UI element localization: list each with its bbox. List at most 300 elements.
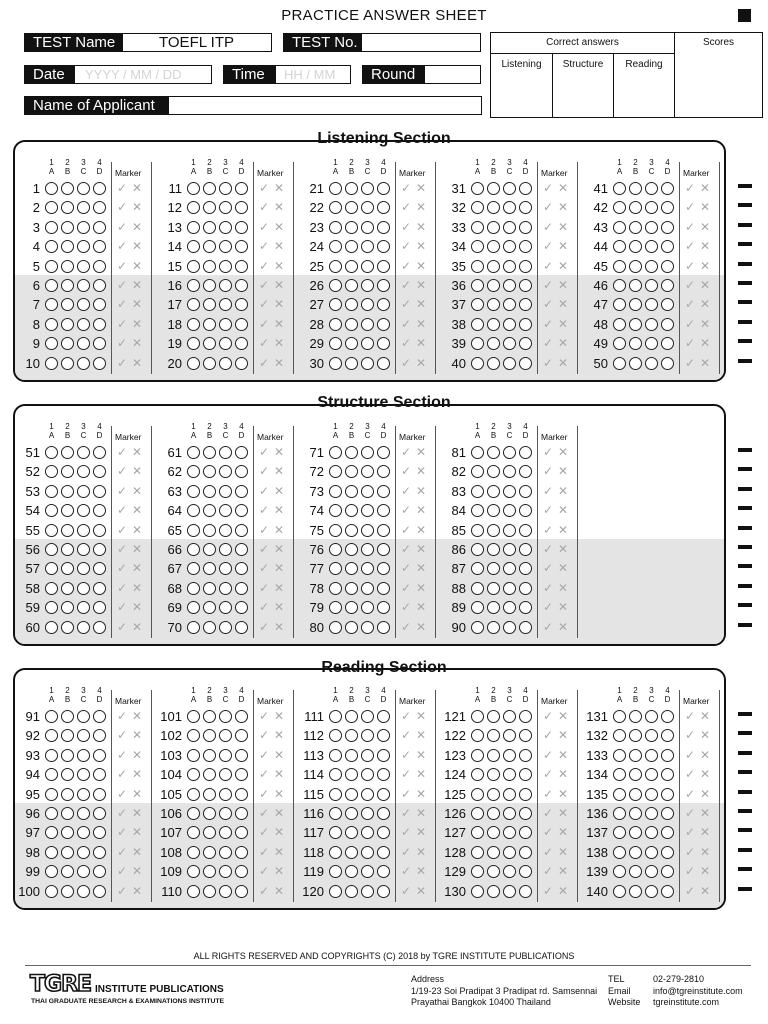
answer-bubble-b[interactable]: [487, 562, 500, 575]
answer-bubble-b[interactable]: [203, 621, 216, 634]
answer-bubble-b[interactable]: [345, 710, 358, 723]
answer-bubble-a[interactable]: [329, 298, 342, 311]
answer-bubble-b[interactable]: [345, 485, 358, 498]
marker-check-icon[interactable]: ✓: [685, 864, 696, 879]
answer-bubble-a[interactable]: [471, 885, 484, 898]
answer-bubble-c[interactable]: [77, 240, 90, 253]
answer-bubble-d[interactable]: [235, 768, 248, 781]
marker-check-icon[interactable]: ✓: [685, 844, 696, 859]
answer-bubble-b[interactable]: [203, 240, 216, 253]
answer-bubble-b[interactable]: [487, 201, 500, 214]
answer-bubble-a[interactable]: [187, 788, 200, 801]
answer-bubble-a[interactable]: [329, 221, 342, 234]
marker-check-icon[interactable]: ✓: [543, 786, 554, 801]
answer-bubble-c[interactable]: [77, 279, 90, 292]
answer-bubble-a[interactable]: [471, 807, 484, 820]
answer-bubble-a[interactable]: [187, 485, 200, 498]
answer-bubble-d[interactable]: [519, 601, 532, 614]
marker-cross-icon[interactable]: ✕: [132, 336, 143, 351]
answer-bubble-b[interactable]: [61, 807, 74, 820]
marker-cross-icon[interactable]: ✕: [132, 200, 143, 215]
answer-bubble-c[interactable]: [503, 465, 516, 478]
marker-check-icon[interactable]: ✓: [401, 561, 412, 576]
marker-check-icon[interactable]: ✓: [117, 181, 128, 195]
answer-bubble-b[interactable]: [61, 601, 74, 614]
answer-bubble-a[interactable]: [471, 240, 484, 253]
marker-cross-icon[interactable]: ✕: [132, 464, 143, 479]
marker-cross-icon[interactable]: ✕: [700, 709, 711, 723]
marker-check-icon[interactable]: ✓: [543, 825, 554, 840]
answer-bubble-b[interactable]: [61, 221, 74, 234]
marker-check-icon[interactable]: ✓: [401, 239, 412, 254]
answer-bubble-b[interactable]: [487, 826, 500, 839]
answer-bubble-d[interactable]: [661, 298, 674, 311]
answer-bubble-a[interactable]: [329, 182, 342, 195]
marker-cross-icon[interactable]: ✕: [274, 728, 285, 743]
marker-cross-icon[interactable]: ✕: [416, 767, 427, 782]
marker-check-icon[interactable]: ✓: [401, 503, 412, 518]
marker-cross-icon[interactable]: ✕: [700, 767, 711, 782]
answer-bubble-c[interactable]: [361, 729, 374, 742]
answer-bubble-c[interactable]: [361, 826, 374, 839]
answer-bubble-c[interactable]: [645, 260, 658, 273]
marker-check-icon[interactable]: ✓: [259, 200, 270, 215]
marker-check-icon[interactable]: ✓: [117, 200, 128, 215]
marker-cross-icon[interactable]: ✕: [132, 786, 143, 801]
answer-bubble-d[interactable]: [235, 318, 248, 331]
answer-bubble-a[interactable]: [45, 582, 58, 595]
answer-bubble-c[interactable]: [645, 807, 658, 820]
marker-check-icon[interactable]: ✓: [259, 336, 270, 351]
answer-bubble-a[interactable]: [187, 465, 200, 478]
marker-cross-icon[interactable]: ✕: [274, 503, 285, 518]
answer-bubble-a[interactable]: [471, 221, 484, 234]
marker-check-icon[interactable]: ✓: [685, 297, 696, 312]
marker-cross-icon[interactable]: ✕: [558, 619, 569, 634]
answer-bubble-d[interactable]: [519, 768, 532, 781]
answer-bubble-a[interactable]: [471, 182, 484, 195]
marker-cross-icon[interactable]: ✕: [558, 600, 569, 615]
marker-check-icon[interactable]: ✓: [117, 864, 128, 879]
answer-bubble-d[interactable]: [377, 621, 390, 634]
answer-bubble-c[interactable]: [219, 524, 232, 537]
answer-bubble-c[interactable]: [361, 543, 374, 556]
marker-check-icon[interactable]: ✓: [685, 239, 696, 254]
marker-cross-icon[interactable]: ✕: [132, 316, 143, 331]
answer-bubble-b[interactable]: [345, 318, 358, 331]
answer-bubble-c[interactable]: [77, 885, 90, 898]
answer-bubble-b[interactable]: [61, 357, 74, 370]
marker-cross-icon[interactable]: ✕: [700, 181, 711, 195]
marker-check-icon[interactable]: ✓: [543, 864, 554, 879]
answer-bubble-c[interactable]: [503, 318, 516, 331]
marker-cross-icon[interactable]: ✕: [416, 806, 427, 820]
answer-bubble-d[interactable]: [93, 846, 106, 859]
answer-bubble-a[interactable]: [613, 279, 626, 292]
answer-bubble-a[interactable]: [187, 729, 200, 742]
answer-bubble-b[interactable]: [487, 788, 500, 801]
answer-bubble-d[interactable]: [661, 221, 674, 234]
answer-bubble-b[interactable]: [61, 768, 74, 781]
marker-cross-icon[interactable]: ✕: [132, 767, 143, 782]
answer-bubble-a[interactable]: [471, 504, 484, 517]
answer-bubble-d[interactable]: [661, 768, 674, 781]
answer-bubble-b[interactable]: [203, 846, 216, 859]
marker-check-icon[interactable]: ✓: [259, 258, 270, 273]
answer-bubble-d[interactable]: [519, 279, 532, 292]
answer-bubble-a[interactable]: [329, 729, 342, 742]
answer-bubble-c[interactable]: [503, 337, 516, 350]
answer-bubble-a[interactable]: [329, 201, 342, 214]
answer-bubble-d[interactable]: [661, 337, 674, 350]
marker-cross-icon[interactable]: ✕: [700, 278, 711, 292]
answer-bubble-a[interactable]: [329, 465, 342, 478]
test-name-field[interactable]: [24, 33, 272, 52]
answer-bubble-b[interactable]: [345, 298, 358, 311]
answer-bubble-d[interactable]: [235, 357, 248, 370]
marker-cross-icon[interactable]: ✕: [274, 600, 285, 615]
answer-bubble-d[interactable]: [93, 562, 106, 575]
marker-check-icon[interactable]: ✓: [117, 728, 128, 743]
marker-check-icon[interactable]: ✓: [543, 316, 554, 331]
answer-bubble-d[interactable]: [93, 749, 106, 762]
answer-bubble-b[interactable]: [345, 582, 358, 595]
answer-bubble-b[interactable]: [629, 865, 642, 878]
answer-bubble-c[interactable]: [503, 543, 516, 556]
answer-bubble-b[interactable]: [345, 504, 358, 517]
answer-bubble-a[interactable]: [471, 710, 484, 723]
answer-bubble-a[interactable]: [329, 749, 342, 762]
answer-bubble-c[interactable]: [645, 826, 658, 839]
answer-bubble-b[interactable]: [203, 768, 216, 781]
marker-check-icon[interactable]: ✓: [117, 844, 128, 859]
answer-bubble-c[interactable]: [361, 807, 374, 820]
marker-check-icon[interactable]: ✓: [259, 825, 270, 840]
answer-bubble-c[interactable]: [361, 865, 374, 878]
marker-cross-icon[interactable]: ✕: [416, 747, 427, 762]
marker-cross-icon[interactable]: ✕: [132, 619, 143, 634]
marker-cross-icon[interactable]: ✕: [416, 619, 427, 634]
answer-bubble-b[interactable]: [203, 337, 216, 350]
answer-bubble-d[interactable]: [93, 826, 106, 839]
answer-bubble-a[interactable]: [613, 807, 626, 820]
answer-bubble-a[interactable]: [613, 260, 626, 273]
marker-cross-icon[interactable]: ✕: [274, 709, 285, 723]
answer-bubble-a[interactable]: [613, 710, 626, 723]
answer-bubble-c[interactable]: [77, 465, 90, 478]
marker-cross-icon[interactable]: ✕: [132, 297, 143, 312]
answer-bubble-b[interactable]: [61, 710, 74, 723]
marker-cross-icon[interactable]: ✕: [416, 503, 427, 518]
marker-check-icon[interactable]: ✓: [401, 297, 412, 312]
marker-cross-icon[interactable]: ✕: [132, 542, 143, 556]
marker-cross-icon[interactable]: ✕: [416, 297, 427, 312]
marker-cross-icon[interactable]: ✕: [132, 522, 143, 537]
marker-cross-icon[interactable]: ✕: [274, 883, 285, 898]
answer-bubble-b[interactable]: [203, 582, 216, 595]
marker-cross-icon[interactable]: ✕: [416, 600, 427, 615]
answer-bubble-c[interactable]: [645, 357, 658, 370]
answer-bubble-b[interactable]: [345, 729, 358, 742]
marker-cross-icon[interactable]: ✕: [416, 258, 427, 273]
marker-check-icon[interactable]: ✓: [259, 316, 270, 331]
marker-check-icon[interactable]: ✓: [543, 219, 554, 234]
marker-cross-icon[interactable]: ✕: [558, 200, 569, 215]
answer-bubble-b[interactable]: [61, 729, 74, 742]
answer-bubble-b[interactable]: [203, 524, 216, 537]
answer-bubble-d[interactable]: [519, 885, 532, 898]
answer-bubble-d[interactable]: [235, 524, 248, 537]
answer-bubble-d[interactable]: [377, 885, 390, 898]
answer-bubble-a[interactable]: [187, 807, 200, 820]
marker-cross-icon[interactable]: ✕: [274, 297, 285, 312]
round-field[interactable]: [362, 65, 481, 84]
marker-check-icon[interactable]: ✓: [685, 728, 696, 743]
answer-bubble-a[interactable]: [45, 807, 58, 820]
answer-bubble-d[interactable]: [661, 201, 674, 214]
marker-cross-icon[interactable]: ✕: [274, 767, 285, 782]
answer-bubble-a[interactable]: [471, 768, 484, 781]
marker-cross-icon[interactable]: ✕: [558, 316, 569, 331]
answer-bubble-d[interactable]: [93, 601, 106, 614]
answer-bubble-c[interactable]: [219, 337, 232, 350]
marker-check-icon[interactable]: ✓: [401, 747, 412, 762]
answer-bubble-a[interactable]: [613, 788, 626, 801]
answer-bubble-d[interactable]: [519, 446, 532, 459]
answer-bubble-d[interactable]: [93, 807, 106, 820]
marker-cross-icon[interactable]: ✕: [558, 219, 569, 234]
answer-bubble-d[interactable]: [235, 504, 248, 517]
marker-cross-icon[interactable]: ✕: [416, 728, 427, 743]
answer-bubble-d[interactable]: [519, 485, 532, 498]
marker-cross-icon[interactable]: ✕: [558, 503, 569, 518]
marker-check-icon[interactable]: ✓: [401, 464, 412, 479]
marker-check-icon[interactable]: ✓: [401, 619, 412, 634]
answer-bubble-b[interactable]: [61, 749, 74, 762]
answer-bubble-b[interactable]: [487, 485, 500, 498]
answer-bubble-b[interactable]: [629, 885, 642, 898]
answer-bubble-d[interactable]: [519, 865, 532, 878]
answer-bubble-a[interactable]: [45, 465, 58, 478]
answer-bubble-b[interactable]: [61, 201, 74, 214]
answer-bubble-c[interactable]: [645, 729, 658, 742]
answer-bubble-d[interactable]: [519, 729, 532, 742]
answer-bubble-b[interactable]: [345, 601, 358, 614]
answer-bubble-d[interactable]: [377, 524, 390, 537]
answer-bubble-d[interactable]: [93, 621, 106, 634]
answer-bubble-b[interactable]: [345, 337, 358, 350]
answer-bubble-a[interactable]: [329, 357, 342, 370]
answer-bubble-c[interactable]: [503, 710, 516, 723]
answer-bubble-d[interactable]: [661, 788, 674, 801]
marker-cross-icon[interactable]: ✕: [700, 336, 711, 351]
marker-check-icon[interactable]: ✓: [259, 844, 270, 859]
answer-bubble-b[interactable]: [61, 446, 74, 459]
answer-bubble-b[interactable]: [629, 279, 642, 292]
answer-bubble-c[interactable]: [219, 768, 232, 781]
answer-bubble-b[interactable]: [203, 465, 216, 478]
answer-bubble-d[interactable]: [661, 749, 674, 762]
marker-cross-icon[interactable]: ✕: [132, 806, 143, 820]
marker-check-icon[interactable]: ✓: [543, 561, 554, 576]
answer-bubble-a[interactable]: [471, 298, 484, 311]
marker-cross-icon[interactable]: ✕: [274, 825, 285, 840]
answer-bubble-b[interactable]: [487, 885, 500, 898]
answer-bubble-d[interactable]: [519, 543, 532, 556]
answer-bubble-c[interactable]: [219, 621, 232, 634]
answer-bubble-c[interactable]: [361, 298, 374, 311]
answer-bubble-b[interactable]: [487, 749, 500, 762]
marker-check-icon[interactable]: ✓: [259, 483, 270, 498]
marker-check-icon[interactable]: ✓: [401, 336, 412, 351]
answer-bubble-c[interactable]: [219, 298, 232, 311]
marker-cross-icon[interactable]: ✕: [274, 219, 285, 234]
marker-cross-icon[interactable]: ✕: [700, 747, 711, 762]
test-no-field[interactable]: [283, 33, 481, 52]
answer-bubble-d[interactable]: [235, 865, 248, 878]
marker-check-icon[interactable]: ✓: [543, 806, 554, 820]
marker-cross-icon[interactable]: ✕: [132, 181, 143, 195]
answer-bubble-c[interactable]: [645, 318, 658, 331]
answer-bubble-c[interactable]: [219, 601, 232, 614]
marker-cross-icon[interactable]: ✕: [132, 747, 143, 762]
answer-bubble-d[interactable]: [235, 279, 248, 292]
answer-bubble-c[interactable]: [503, 504, 516, 517]
answer-bubble-d[interactable]: [661, 279, 674, 292]
marker-cross-icon[interactable]: ✕: [558, 239, 569, 254]
marker-check-icon[interactable]: ✓: [117, 503, 128, 518]
answer-bubble-a[interactable]: [329, 710, 342, 723]
marker-check-icon[interactable]: ✓: [543, 728, 554, 743]
marker-cross-icon[interactable]: ✕: [558, 336, 569, 351]
answer-bubble-a[interactable]: [187, 240, 200, 253]
answer-bubble-c[interactable]: [77, 562, 90, 575]
answer-bubble-a[interactable]: [187, 201, 200, 214]
answer-bubble-d[interactable]: [235, 298, 248, 311]
answer-bubble-a[interactable]: [187, 543, 200, 556]
answer-bubble-a[interactable]: [45, 221, 58, 234]
answer-bubble-b[interactable]: [629, 318, 642, 331]
answer-bubble-d[interactable]: [93, 710, 106, 723]
answer-bubble-c[interactable]: [219, 710, 232, 723]
answer-bubble-c[interactable]: [219, 729, 232, 742]
marker-cross-icon[interactable]: ✕: [416, 864, 427, 879]
answer-bubble-a[interactable]: [471, 446, 484, 459]
answer-bubble-b[interactable]: [629, 298, 642, 311]
answer-bubble-c[interactable]: [361, 201, 374, 214]
answer-bubble-c[interactable]: [219, 846, 232, 859]
answer-bubble-b[interactable]: [61, 337, 74, 350]
answer-bubble-c[interactable]: [77, 768, 90, 781]
answer-bubble-c[interactable]: [77, 788, 90, 801]
answer-bubble-c[interactable]: [503, 260, 516, 273]
marker-check-icon[interactable]: ✓: [117, 464, 128, 479]
answer-bubble-b[interactable]: [629, 807, 642, 820]
marker-check-icon[interactable]: ✓: [259, 355, 270, 370]
answer-bubble-b[interactable]: [345, 846, 358, 859]
answer-bubble-d[interactable]: [93, 298, 106, 311]
answer-bubble-d[interactable]: [93, 318, 106, 331]
marker-cross-icon[interactable]: ✕: [700, 355, 711, 370]
marker-check-icon[interactable]: ✓: [117, 806, 128, 820]
answer-bubble-d[interactable]: [93, 201, 106, 214]
marker-check-icon[interactable]: ✓: [401, 542, 412, 556]
marker-check-icon[interactable]: ✓: [117, 355, 128, 370]
marker-check-icon[interactable]: ✓: [117, 336, 128, 351]
answer-bubble-d[interactable]: [93, 221, 106, 234]
answer-bubble-b[interactable]: [61, 846, 74, 859]
answer-bubble-d[interactable]: [519, 562, 532, 575]
answer-bubble-a[interactable]: [187, 582, 200, 595]
answer-bubble-c[interactable]: [503, 768, 516, 781]
answer-bubble-d[interactable]: [93, 182, 106, 195]
answer-bubble-b[interactable]: [487, 240, 500, 253]
answer-bubble-a[interactable]: [329, 601, 342, 614]
marker-cross-icon[interactable]: ✕: [700, 883, 711, 898]
answer-bubble-a[interactable]: [329, 807, 342, 820]
marker-check-icon[interactable]: ✓: [259, 883, 270, 898]
answer-bubble-b[interactable]: [629, 826, 642, 839]
answer-bubble-b[interactable]: [487, 279, 500, 292]
answer-bubble-b[interactable]: [487, 807, 500, 820]
answer-bubble-d[interactable]: [519, 337, 532, 350]
answer-bubble-a[interactable]: [45, 601, 58, 614]
answer-bubble-c[interactable]: [361, 524, 374, 537]
answer-bubble-b[interactable]: [487, 357, 500, 370]
answer-bubble-b[interactable]: [203, 826, 216, 839]
marker-check-icon[interactable]: ✓: [401, 728, 412, 743]
marker-cross-icon[interactable]: ✕: [558, 786, 569, 801]
answer-bubble-d[interactable]: [661, 846, 674, 859]
answer-bubble-b[interactable]: [629, 221, 642, 234]
answer-bubble-b[interactable]: [345, 749, 358, 762]
answer-bubble-b[interactable]: [61, 240, 74, 253]
marker-check-icon[interactable]: ✓: [543, 600, 554, 615]
marker-check-icon[interactable]: ✓: [117, 619, 128, 634]
tel-value[interactable]: 02-279-2810: [653, 974, 705, 984]
answer-bubble-a[interactable]: [613, 768, 626, 781]
answer-bubble-b[interactable]: [61, 279, 74, 292]
answer-bubble-d[interactable]: [93, 885, 106, 898]
answer-bubble-a[interactable]: [45, 318, 58, 331]
answer-bubble-c[interactable]: [219, 221, 232, 234]
answer-bubble-a[interactable]: [329, 621, 342, 634]
answer-bubble-c[interactable]: [77, 504, 90, 517]
answer-bubble-a[interactable]: [45, 485, 58, 498]
answer-bubble-c[interactable]: [503, 240, 516, 253]
marker-check-icon[interactable]: ✓: [685, 258, 696, 273]
marker-cross-icon[interactable]: ✕: [416, 181, 427, 195]
marker-check-icon[interactable]: ✓: [543, 278, 554, 292]
answer-bubble-c[interactable]: [77, 865, 90, 878]
marker-cross-icon[interactable]: ✕: [132, 728, 143, 743]
marker-check-icon[interactable]: ✓: [685, 883, 696, 898]
answer-bubble-b[interactable]: [203, 807, 216, 820]
marker-cross-icon[interactable]: ✕: [274, 864, 285, 879]
answer-bubble-d[interactable]: [235, 240, 248, 253]
marker-check-icon[interactable]: ✓: [401, 864, 412, 879]
answer-bubble-b[interactable]: [203, 865, 216, 878]
marker-cross-icon[interactable]: ✕: [274, 747, 285, 762]
answer-bubble-b[interactable]: [61, 298, 74, 311]
marker-cross-icon[interactable]: ✕: [416, 522, 427, 537]
answer-bubble-a[interactable]: [187, 768, 200, 781]
marker-cross-icon[interactable]: ✕: [700, 258, 711, 273]
answer-bubble-c[interactable]: [219, 749, 232, 762]
answer-bubble-d[interactable]: [519, 201, 532, 214]
answer-bubble-a[interactable]: [45, 885, 58, 898]
answer-bubble-d[interactable]: [377, 543, 390, 556]
